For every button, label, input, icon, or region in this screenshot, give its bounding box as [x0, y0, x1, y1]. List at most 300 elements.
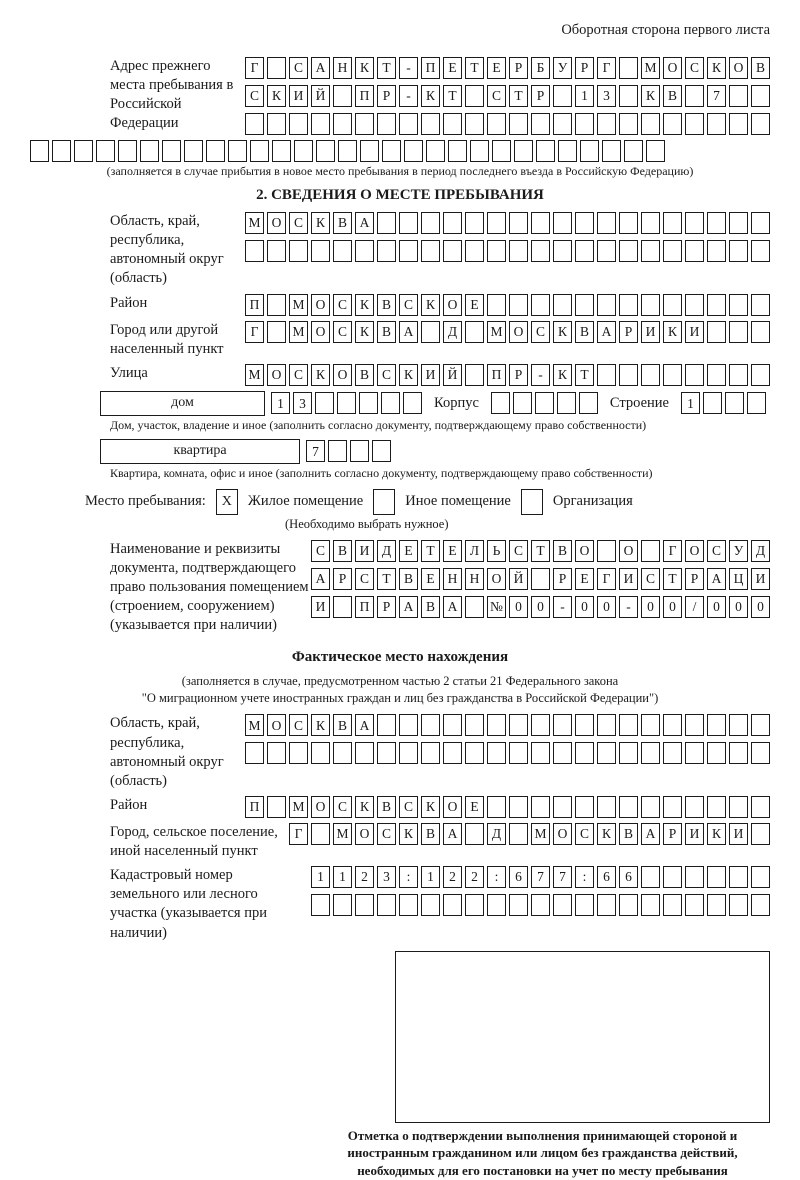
form-cell[interactable] — [646, 140, 665, 162]
form-cell[interactable]: Б — [531, 57, 550, 79]
form-cell[interactable] — [663, 742, 682, 764]
form-cell[interactable] — [685, 364, 704, 386]
form-cell[interactable] — [663, 866, 682, 888]
form-cell[interactable]: А — [707, 568, 726, 590]
form-cell[interactable] — [465, 894, 484, 916]
form-cell[interactable] — [619, 742, 638, 764]
form-cell[interactable] — [707, 742, 726, 764]
form-cell[interactable]: - — [399, 85, 418, 107]
form-cell[interactable] — [509, 742, 528, 764]
form-cell[interactable]: М — [289, 321, 308, 343]
form-cell[interactable]: К — [553, 321, 572, 343]
form-cell[interactable] — [575, 294, 594, 316]
form-cell[interactable]: С — [333, 321, 352, 343]
form-cell[interactable] — [403, 392, 422, 414]
form-cell[interactable]: О — [267, 714, 286, 736]
form-cell[interactable]: - — [531, 364, 550, 386]
form-cell[interactable] — [245, 113, 264, 135]
form-cell[interactable] — [311, 240, 330, 262]
form-cell[interactable]: С — [333, 796, 352, 818]
form-cell[interactable]: С — [289, 212, 308, 234]
form-cell[interactable]: И — [685, 321, 704, 343]
form-cell[interactable] — [641, 294, 660, 316]
form-cell[interactable] — [553, 85, 572, 107]
form-cell[interactable]: С — [311, 540, 330, 562]
form-cell[interactable]: А — [641, 823, 660, 845]
form-cell[interactable] — [465, 113, 484, 135]
form-cell[interactable] — [355, 113, 374, 135]
form-cell[interactable]: 0 — [751, 596, 770, 618]
form-cell[interactable]: М — [245, 212, 264, 234]
form-cell[interactable] — [619, 113, 638, 135]
form-cell[interactable]: А — [597, 321, 616, 343]
form-cell[interactable] — [294, 140, 313, 162]
form-cell[interactable] — [267, 742, 286, 764]
form-cell[interactable] — [491, 392, 510, 414]
form-cell[interactable] — [267, 240, 286, 262]
form-cell[interactable] — [531, 742, 550, 764]
form-cell[interactable]: 0 — [509, 596, 528, 618]
form-cell[interactable]: 1 — [311, 866, 330, 888]
form-cell[interactable]: Г — [597, 568, 616, 590]
form-cell[interactable] — [685, 113, 704, 135]
form-cell[interactable]: В — [751, 57, 770, 79]
form-cell[interactable] — [751, 866, 770, 888]
form-cell[interactable] — [377, 714, 396, 736]
form-cell[interactable] — [685, 85, 704, 107]
form-cell[interactable] — [289, 113, 308, 135]
form-cell[interactable]: И — [641, 321, 660, 343]
form-cell[interactable] — [184, 140, 203, 162]
form-cell[interactable] — [751, 823, 770, 845]
form-cell[interactable] — [228, 140, 247, 162]
form-cell[interactable] — [751, 113, 770, 135]
form-cell[interactable]: : — [399, 866, 418, 888]
form-cell[interactable] — [597, 742, 616, 764]
form-cell[interactable]: 0 — [597, 596, 616, 618]
form-cell[interactable]: М — [641, 57, 660, 79]
form-cell[interactable]: И — [355, 540, 374, 562]
form-cell[interactable]: Е — [487, 57, 506, 79]
form-cell[interactable] — [641, 364, 660, 386]
form-cell[interactable]: Г — [245, 57, 264, 79]
form-cell[interactable] — [663, 212, 682, 234]
form-cell[interactable] — [663, 364, 682, 386]
form-cell[interactable] — [289, 742, 308, 764]
form-cell[interactable]: 6 — [619, 866, 638, 888]
form-cell[interactable]: Ц — [729, 568, 748, 590]
form-cell[interactable]: Р — [377, 596, 396, 618]
form-cell[interactable] — [624, 140, 643, 162]
form-cell[interactable]: 7 — [306, 440, 325, 462]
checkbox-organizaciya[interactable] — [521, 489, 543, 515]
form-cell[interactable] — [443, 240, 462, 262]
form-cell[interactable] — [355, 240, 374, 262]
form-cell[interactable] — [399, 240, 418, 262]
form-cell[interactable]: У — [729, 540, 748, 562]
form-cell[interactable] — [579, 392, 598, 414]
form-cell[interactable]: О — [619, 540, 638, 562]
form-cell[interactable]: В — [553, 540, 572, 562]
form-cell[interactable] — [465, 823, 484, 845]
form-cell[interactable] — [703, 392, 722, 414]
form-cell[interactable] — [448, 140, 467, 162]
form-cell[interactable] — [707, 364, 726, 386]
form-cell[interactable] — [267, 321, 286, 343]
form-cell[interactable] — [707, 894, 726, 916]
form-cell[interactable]: А — [399, 596, 418, 618]
form-cell[interactable] — [399, 113, 418, 135]
form-cell[interactable]: О — [443, 796, 462, 818]
form-cell[interactable] — [597, 294, 616, 316]
form-cell[interactable] — [316, 140, 335, 162]
form-cell[interactable]: М — [531, 823, 550, 845]
form-cell[interactable]: П — [355, 85, 374, 107]
form-cell[interactable]: В — [333, 714, 352, 736]
form-cell[interactable]: 2 — [355, 866, 374, 888]
form-cell[interactable]: Ь — [487, 540, 506, 562]
form-cell[interactable]: С — [377, 823, 396, 845]
form-cell[interactable] — [557, 392, 576, 414]
form-cell[interactable]: К — [399, 823, 418, 845]
form-cell[interactable]: И — [421, 364, 440, 386]
form-cell[interactable]: С — [245, 85, 264, 107]
form-cell[interactable]: К — [355, 796, 374, 818]
form-cell[interactable] — [751, 714, 770, 736]
form-cell[interactable]: И — [729, 823, 748, 845]
form-cell[interactable]: Д — [487, 823, 506, 845]
form-cell[interactable]: 2 — [443, 866, 462, 888]
form-cell[interactable]: 1 — [421, 866, 440, 888]
form-cell[interactable] — [751, 85, 770, 107]
form-cell[interactable]: № — [487, 596, 506, 618]
form-cell[interactable]: М — [333, 823, 352, 845]
form-cell[interactable]: А — [311, 568, 330, 590]
form-cell[interactable] — [597, 540, 616, 562]
form-cell[interactable]: Г — [245, 321, 264, 343]
form-cell[interactable] — [725, 392, 744, 414]
form-cell[interactable]: Д — [751, 540, 770, 562]
form-cell[interactable]: Р — [575, 57, 594, 79]
form-cell[interactable] — [465, 714, 484, 736]
form-cell[interactable] — [245, 742, 264, 764]
form-cell[interactable] — [575, 894, 594, 916]
form-cell[interactable]: С — [531, 321, 550, 343]
form-cell[interactable]: И — [311, 596, 330, 618]
form-cell[interactable]: 7 — [531, 866, 550, 888]
form-cell[interactable] — [399, 894, 418, 916]
form-cell[interactable] — [597, 894, 616, 916]
form-cell[interactable] — [487, 714, 506, 736]
form-cell[interactable]: К — [421, 294, 440, 316]
form-cell[interactable] — [267, 57, 286, 79]
form-cell[interactable]: С — [641, 568, 660, 590]
form-cell[interactable]: О — [575, 540, 594, 562]
form-cell[interactable]: Е — [443, 540, 462, 562]
form-cell[interactable]: В — [399, 568, 418, 590]
form-cell[interactable] — [96, 140, 115, 162]
form-cell[interactable]: С — [289, 714, 308, 736]
form-cell[interactable] — [311, 894, 330, 916]
form-cell[interactable] — [465, 240, 484, 262]
form-cell[interactable] — [602, 140, 621, 162]
form-cell[interactable]: О — [509, 321, 528, 343]
house-type-box[interactable]: дом — [100, 391, 265, 416]
form-cell[interactable] — [162, 140, 181, 162]
form-cell[interactable]: Й — [311, 85, 330, 107]
form-cell[interactable]: М — [289, 796, 308, 818]
form-cell[interactable] — [531, 568, 550, 590]
form-cell[interactable] — [421, 240, 440, 262]
form-cell[interactable]: Е — [465, 294, 484, 316]
form-cell[interactable]: О — [311, 321, 330, 343]
form-cell[interactable] — [685, 212, 704, 234]
form-cell[interactable] — [729, 113, 748, 135]
form-cell[interactable] — [267, 113, 286, 135]
form-cell[interactable] — [729, 212, 748, 234]
form-cell[interactable] — [355, 894, 374, 916]
form-cell[interactable] — [443, 742, 462, 764]
form-cell[interactable] — [553, 294, 572, 316]
form-cell[interactable] — [118, 140, 137, 162]
checkbox-inoe[interactable] — [373, 489, 395, 515]
form-cell[interactable]: Г — [289, 823, 308, 845]
form-cell[interactable]: П — [355, 596, 374, 618]
form-cell[interactable]: К — [553, 364, 572, 386]
form-cell[interactable] — [575, 240, 594, 262]
form-cell[interactable] — [509, 894, 528, 916]
form-cell[interactable]: - — [619, 596, 638, 618]
form-cell[interactable] — [729, 866, 748, 888]
form-cell[interactable] — [685, 796, 704, 818]
form-cell[interactable]: М — [245, 714, 264, 736]
form-cell[interactable] — [619, 714, 638, 736]
form-cell[interactable] — [575, 113, 594, 135]
form-cell[interactable] — [707, 796, 726, 818]
form-cell[interactable] — [443, 714, 462, 736]
form-cell[interactable] — [140, 140, 159, 162]
form-cell[interactable] — [531, 294, 550, 316]
form-cell[interactable] — [729, 364, 748, 386]
form-cell[interactable] — [685, 240, 704, 262]
form-cell[interactable] — [729, 796, 748, 818]
form-cell[interactable] — [470, 140, 489, 162]
form-cell[interactable] — [751, 240, 770, 262]
form-cell[interactable] — [74, 140, 93, 162]
form-cell[interactable] — [443, 894, 462, 916]
form-cell[interactable]: А — [443, 823, 462, 845]
form-cell[interactable]: Р — [663, 823, 682, 845]
form-cell[interactable]: С — [355, 568, 374, 590]
form-cell[interactable] — [619, 57, 638, 79]
form-cell[interactable] — [663, 294, 682, 316]
form-cell[interactable] — [619, 796, 638, 818]
form-cell[interactable] — [377, 212, 396, 234]
form-cell[interactable]: 6 — [597, 866, 616, 888]
form-cell[interactable] — [553, 742, 572, 764]
form-cell[interactable] — [487, 742, 506, 764]
form-cell[interactable] — [333, 894, 352, 916]
form-cell[interactable] — [465, 596, 484, 618]
form-cell[interactable] — [535, 392, 554, 414]
form-cell[interactable] — [355, 742, 374, 764]
apartment-type-box[interactable]: квартира — [100, 439, 300, 464]
form-cell[interactable]: С — [289, 364, 308, 386]
form-cell[interactable]: К — [355, 57, 374, 79]
form-cell[interactable]: Т — [443, 85, 462, 107]
form-cell[interactable] — [597, 364, 616, 386]
form-cell[interactable] — [245, 240, 264, 262]
form-cell[interactable] — [531, 714, 550, 736]
form-cell[interactable]: / — [685, 596, 704, 618]
form-cell[interactable]: И — [751, 568, 770, 590]
form-cell[interactable] — [333, 596, 352, 618]
form-cell[interactable] — [751, 894, 770, 916]
form-cell[interactable] — [685, 742, 704, 764]
form-cell[interactable] — [513, 392, 532, 414]
form-cell[interactable]: К — [267, 85, 286, 107]
form-cell[interactable]: В — [377, 294, 396, 316]
form-cell[interactable] — [399, 742, 418, 764]
form-cell[interactable] — [707, 212, 726, 234]
form-cell[interactable] — [575, 212, 594, 234]
form-cell[interactable] — [421, 894, 440, 916]
form-cell[interactable]: Н — [333, 57, 352, 79]
form-cell[interactable]: 7 — [707, 85, 726, 107]
form-cell[interactable] — [641, 113, 660, 135]
form-cell[interactable] — [707, 714, 726, 736]
form-cell[interactable] — [30, 140, 49, 162]
form-cell[interactable] — [382, 140, 401, 162]
form-cell[interactable] — [333, 85, 352, 107]
form-cell[interactable]: Й — [443, 364, 462, 386]
form-cell[interactable]: Н — [443, 568, 462, 590]
form-cell[interactable]: А — [399, 321, 418, 343]
form-cell[interactable] — [359, 392, 378, 414]
form-cell[interactable]: 0 — [575, 596, 594, 618]
form-cell[interactable] — [421, 714, 440, 736]
form-cell[interactable] — [558, 140, 577, 162]
form-cell[interactable] — [641, 212, 660, 234]
form-cell[interactable]: М — [289, 294, 308, 316]
form-cell[interactable]: К — [399, 364, 418, 386]
form-cell[interactable] — [465, 212, 484, 234]
form-cell[interactable] — [751, 294, 770, 316]
form-cell[interactable] — [465, 321, 484, 343]
form-cell[interactable]: Е — [575, 568, 594, 590]
form-cell[interactable]: О — [663, 57, 682, 79]
form-cell[interactable] — [729, 321, 748, 343]
form-cell[interactable] — [619, 894, 638, 916]
form-cell[interactable]: К — [311, 714, 330, 736]
form-cell[interactable] — [377, 240, 396, 262]
form-cell[interactable] — [531, 212, 550, 234]
form-cell[interactable]: С — [487, 85, 506, 107]
form-cell[interactable]: 0 — [641, 596, 660, 618]
form-cell[interactable] — [399, 212, 418, 234]
form-cell[interactable] — [421, 113, 440, 135]
form-cell[interactable] — [338, 140, 357, 162]
form-cell[interactable]: К — [355, 294, 374, 316]
form-cell[interactable] — [641, 866, 660, 888]
form-cell[interactable] — [553, 240, 572, 262]
form-cell[interactable]: С — [575, 823, 594, 845]
form-cell[interactable] — [597, 796, 616, 818]
form-cell[interactable] — [663, 796, 682, 818]
form-cell[interactable] — [575, 796, 594, 818]
form-cell[interactable] — [641, 894, 660, 916]
form-cell[interactable] — [421, 321, 440, 343]
form-cell[interactable] — [751, 321, 770, 343]
form-cell[interactable]: О — [311, 796, 330, 818]
form-cell[interactable]: Т — [575, 364, 594, 386]
form-cell[interactable]: Р — [509, 364, 528, 386]
form-cell[interactable] — [531, 796, 550, 818]
form-cell[interactable] — [372, 440, 391, 462]
form-cell[interactable]: В — [575, 321, 594, 343]
form-cell[interactable]: Т — [509, 85, 528, 107]
form-cell[interactable]: Н — [465, 568, 484, 590]
form-cell[interactable] — [421, 212, 440, 234]
form-cell[interactable] — [663, 894, 682, 916]
form-cell[interactable] — [729, 240, 748, 262]
form-cell[interactable]: П — [421, 57, 440, 79]
form-cell[interactable]: Е — [465, 796, 484, 818]
form-cell[interactable] — [465, 364, 484, 386]
form-cell[interactable] — [619, 364, 638, 386]
form-cell[interactable]: 0 — [531, 596, 550, 618]
form-cell[interactable]: П — [487, 364, 506, 386]
form-cell[interactable] — [619, 240, 638, 262]
form-cell[interactable] — [509, 294, 528, 316]
form-cell[interactable]: Е — [443, 57, 462, 79]
form-cell[interactable]: М — [245, 364, 264, 386]
form-cell[interactable] — [597, 714, 616, 736]
form-cell[interactable] — [250, 140, 269, 162]
form-cell[interactable]: 1 — [681, 392, 700, 414]
form-cell[interactable]: 3 — [293, 392, 312, 414]
form-cell[interactable] — [492, 140, 511, 162]
form-cell[interactable] — [311, 823, 330, 845]
form-cell[interactable]: 0 — [707, 596, 726, 618]
form-cell[interactable]: О — [311, 294, 330, 316]
form-cell[interactable] — [514, 140, 533, 162]
form-cell[interactable] — [619, 294, 638, 316]
form-cell[interactable] — [707, 866, 726, 888]
form-cell[interactable]: 7 — [553, 866, 572, 888]
form-cell[interactable] — [553, 796, 572, 818]
form-cell[interactable]: П — [245, 796, 264, 818]
form-cell[interactable] — [315, 392, 334, 414]
form-cell[interactable]: 0 — [729, 596, 748, 618]
form-cell[interactable] — [487, 240, 506, 262]
form-cell[interactable] — [377, 742, 396, 764]
form-cell[interactable] — [487, 212, 506, 234]
form-cell[interactable]: К — [707, 57, 726, 79]
form-cell[interactable] — [751, 796, 770, 818]
form-cell[interactable] — [333, 240, 352, 262]
form-cell[interactable] — [426, 140, 445, 162]
form-cell[interactable] — [311, 113, 330, 135]
form-cell[interactable]: - — [399, 57, 418, 79]
form-cell[interactable]: С — [509, 540, 528, 562]
form-cell[interactable]: К — [311, 364, 330, 386]
form-cell[interactable]: С — [377, 364, 396, 386]
form-cell[interactable] — [487, 796, 506, 818]
form-cell[interactable]: 6 — [509, 866, 528, 888]
form-cell[interactable]: : — [575, 866, 594, 888]
form-cell[interactable] — [267, 796, 286, 818]
